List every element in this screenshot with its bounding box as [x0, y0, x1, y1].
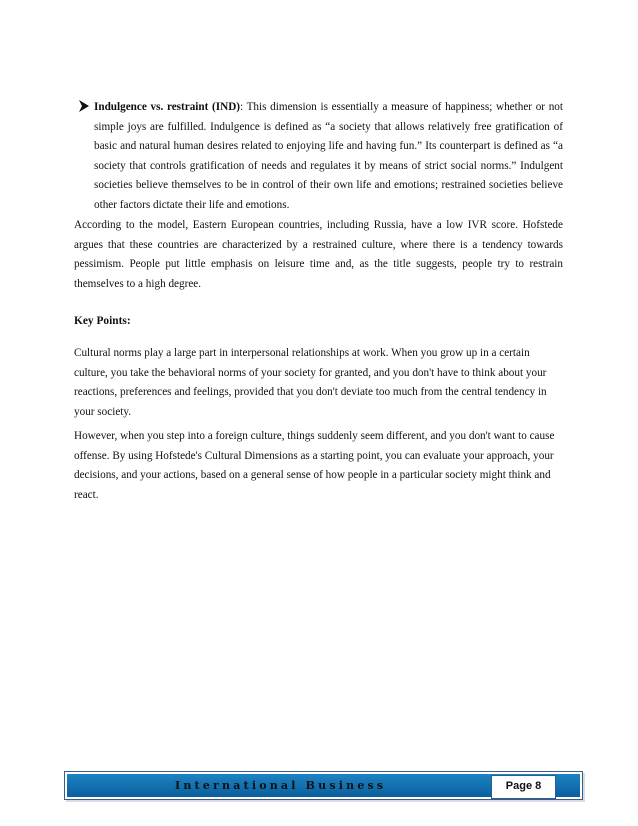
arrow-bullet-icon	[78, 99, 90, 113]
footer-title: International Business	[175, 779, 387, 792]
footer-banner	[67, 774, 580, 797]
bullet-title: Indulgence vs. restraint (IND)	[94, 101, 241, 113]
key-points-heading: Key Points:	[74, 315, 131, 327]
page-number: Page 8	[505, 780, 542, 792]
paragraph-key-points-1: Cultural norms play a large part in interpersonal relationships at work. When you grow up in a certain culture, you take the behavioral norms of your society for granted, and you don't have to think about your reactions, preferences and feelings, provided that you don't deviate too much from the central tendency in your society.	[74, 347, 547, 418]
bullet-text: : This dimension is essentially a measure of happiness; whether or not simple joys are fulfilled. Indulgence is defined as “a society that allows relatively free gratification of basic and natural human desires related to enjoying life and having fun.” Its counterpart is defined as “a society that controls gratification of needs and regulates it by means of strict social norms.” Indulgent societies believe themselves to be in control of their own life and emotions; restrained societies believe other factors dictate their life and emotions.	[94, 101, 563, 211]
page-footer	[64, 771, 583, 800]
paragraph-key-points-2: However, when you step into a foreign culture, things suddenly seem different, and you don't want to cause offense. By using Hofstede's Cultural Dimensions as a starting point, you can evaluate your approach, your decisions, and your actions, based on a general sense of how people in a particular society might think and react.	[74, 430, 555, 501]
footer-page-box	[491, 775, 556, 799]
paragraph-ivr: According to the model, Eastern European countries, including Russia, have a low IVR score. Hofstede argues that these countries are characterized by a restrained culture, where there is a tendency towards pessimism. People put little emphasis on leisure time and, as the title suggests, people try to restrain themselves to a high degree.	[74, 219, 563, 290]
bullet-item-indulgence	[94, 98, 563, 216]
